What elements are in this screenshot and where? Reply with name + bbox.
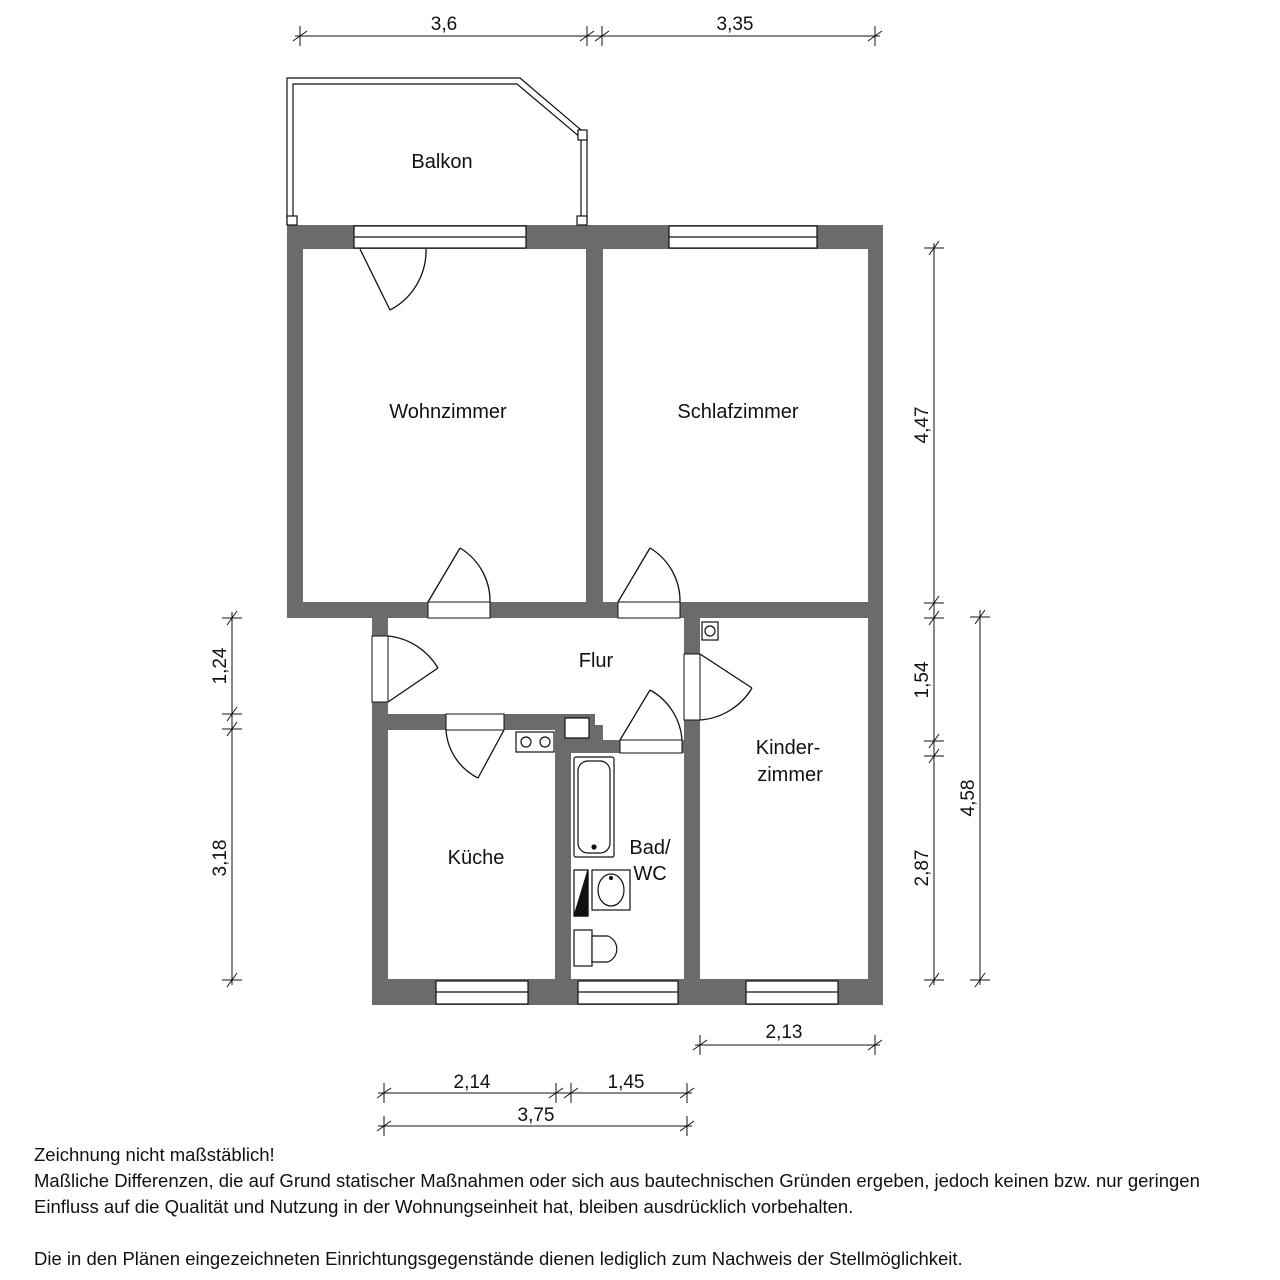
dim-right-outer: 4,58: [958, 779, 979, 817]
label-bad-1: Bad/: [629, 837, 671, 859]
door-schlafzimmer: [618, 548, 680, 602]
door-bad: [620, 690, 682, 740]
label-schlafzimmer: Schlafzimmer: [677, 401, 799, 423]
label-kueche: Küche: [447, 847, 505, 869]
label-balkon: Balkon: [411, 151, 473, 173]
door-kueche: [446, 730, 504, 778]
dim-top-left: 3,6: [430, 14, 458, 35]
dim-right-lower: 2,87: [912, 849, 933, 887]
door-wohnzimmer: [428, 548, 490, 602]
dim-right-middle: 1,54: [912, 661, 933, 699]
label-wohnzimmer: Wohnzimmer: [389, 401, 507, 423]
door-flur: [388, 636, 438, 702]
dim-top-right: 3,35: [716, 14, 754, 35]
dim-bottom-a: 2,14: [453, 1072, 491, 1093]
note-deviations: Maßliche Differenzen, die auf Grund statischer Maßnahmen oder sich aus bautechnischen Gründen ergeben, jedoch keinen bzw. nur geringen Einfluss auf die Qualität und Nutzung in der Wohnungseinheit hat, bleiben ausdrücklich vorbehalten.: [34, 1170, 1200, 1217]
dim-bottom-b: 1,45: [607, 1072, 645, 1093]
note-furniture: Die in den Plänen eingezeichneten Einrichtungsgegenstände dienen lediglich zum Nachweis der Stellmöglichkeit.: [34, 1248, 963, 1269]
door-kinderzimmer: [700, 654, 752, 720]
door-openings: [372, 602, 700, 753]
toilet: [574, 930, 592, 966]
note-scale: Zeichnung nicht maßstäblich!: [34, 1144, 275, 1165]
label-flur: Flur: [578, 650, 614, 672]
dim-bottom-right: 2,13: [765, 1022, 803, 1043]
dim-bottom-total: 3,75: [517, 1105, 555, 1126]
label-bad-2: WC: [633, 863, 667, 885]
dim-left-lower: 3,18: [210, 839, 231, 877]
label-kinderzimmer-2: zimmer: [757, 764, 823, 786]
label-kinderzimmer-1: Kinder-: [755, 737, 821, 759]
dim-right-upper: 4,47: [912, 406, 933, 444]
door-balkon: [360, 249, 426, 310]
dim-left-upper: 1,24: [210, 647, 231, 685]
shaft: [565, 718, 589, 738]
disclaimer-notes: [34, 1142, 1264, 1272]
